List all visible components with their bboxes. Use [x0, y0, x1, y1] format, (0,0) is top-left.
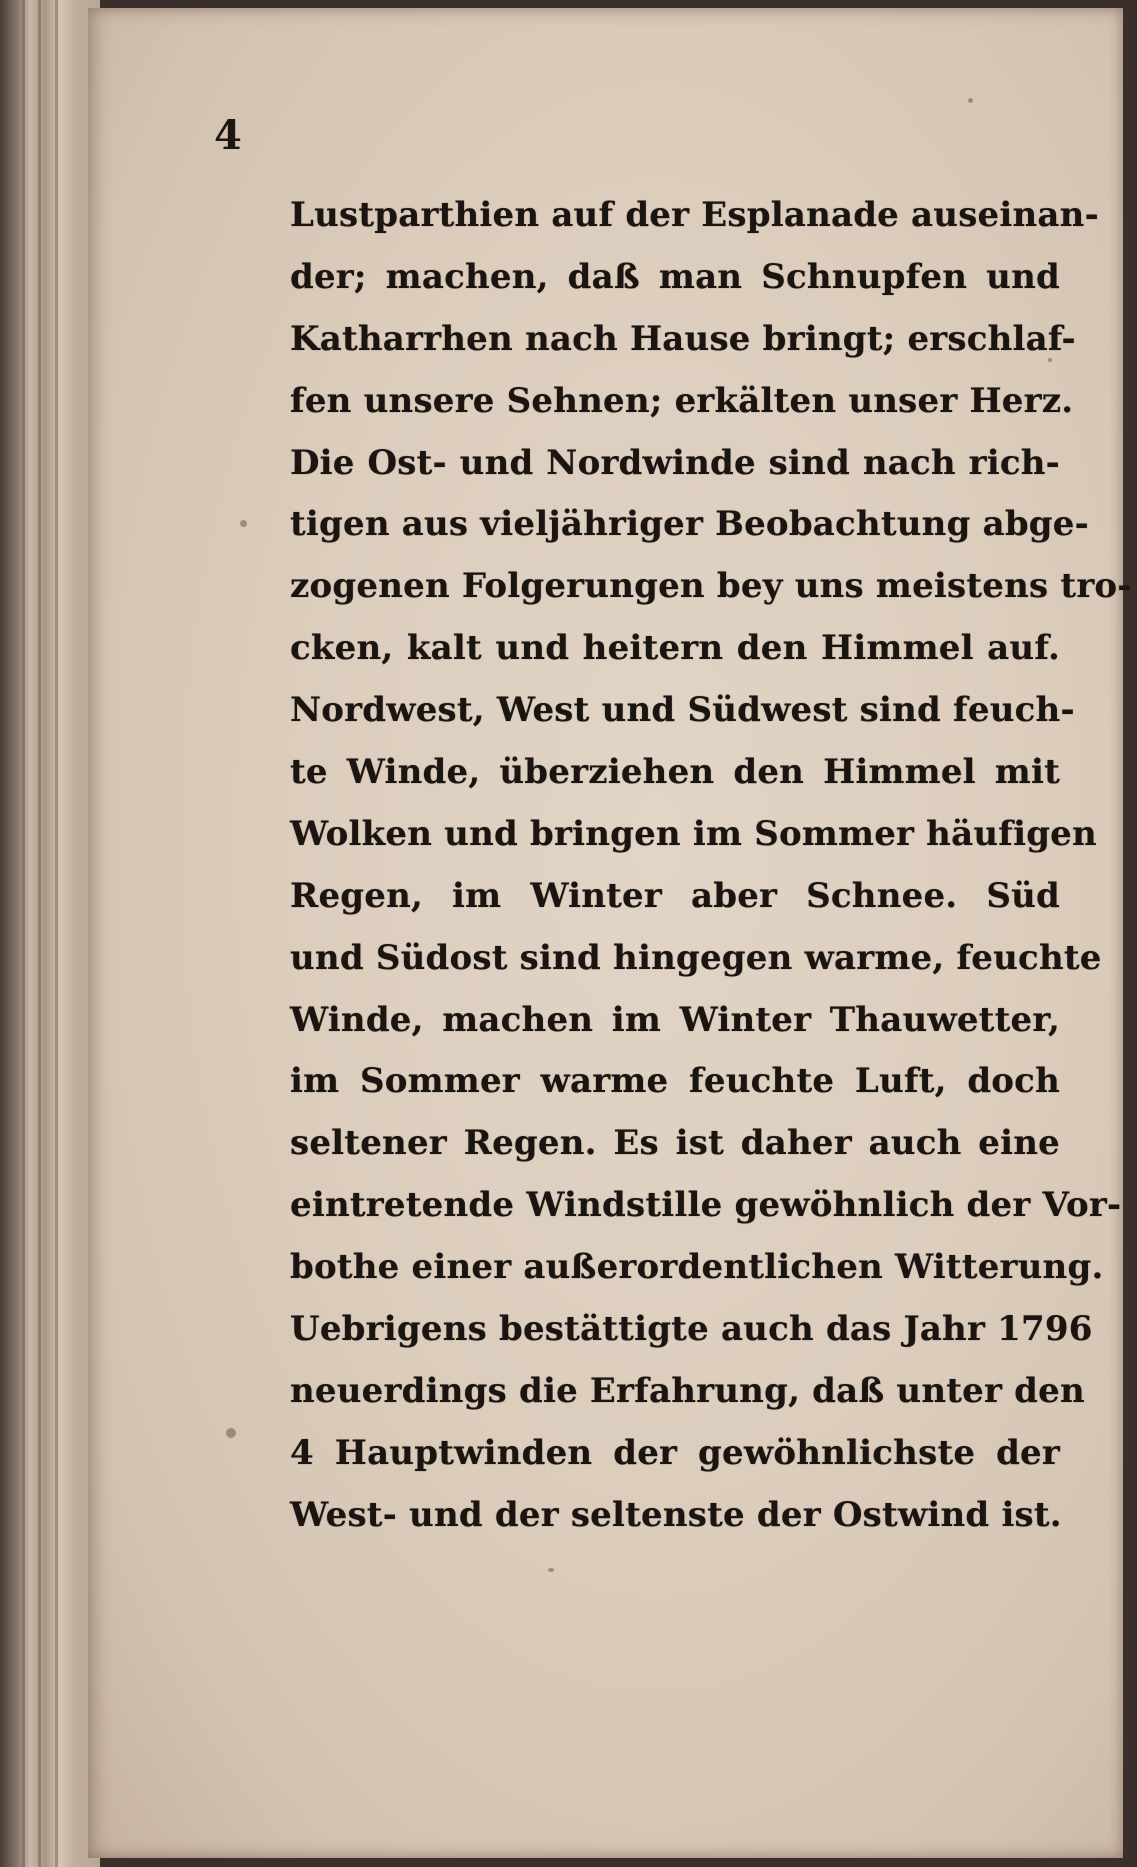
text-line: zogenen Folgerungen bey uns meistens tro- — [290, 566, 1132, 607]
body-text — [290, 185, 1132, 1547]
text-line: der; machen, daß man Schnupfen und — [290, 256, 1060, 297]
text-line: Die Ost- und Nordwinde sind nach rich- — [290, 442, 1060, 483]
text-line: Winde, machen im Winter Thauwetter, — [290, 999, 1060, 1040]
text-line: Lustparthien auf der Esplanade auseinan- — [290, 195, 1099, 235]
text-line: Nordwest, West und Südwest sind feuch- — [290, 690, 1075, 731]
text-line: Wolken und bringen im Sommer häufigen — [290, 813, 1097, 854]
text-line: te Winde, überziehen den Himmel mit — [290, 752, 1060, 793]
text-line: und Südost sind hingegen warme, feuchte — [290, 937, 1102, 978]
text-line: Uebrigens bestättigte auch das Jahr 1796 — [290, 1309, 1093, 1350]
text-line: im Sommer warme feuchte Luft, doch — [290, 1061, 1060, 1102]
text-line: neuerdings die Erfahrung, daß unter den — [290, 1370, 1085, 1411]
text-line: fen unsere Sehnen; erkälten unser Herz. — [290, 380, 1074, 421]
text-line: tigen aus vieljähriger Beobachtung abge- — [290, 504, 1089, 545]
text-line: 4 Hauptwinden der gewöhnlichste der — [290, 1432, 1060, 1473]
text-line: cken, kalt und heitern den Himmel auf. — [290, 628, 1060, 669]
text-line: Regen, im Winter aber Schnee. Süd — [290, 875, 1060, 916]
page-number: 4 — [214, 112, 242, 159]
text-line: Katharrhen nach Hause bringt; erschlaf- — [290, 318, 1076, 359]
text-line: seltener Regen. Es ist daher auch eine — [290, 1123, 1060, 1164]
text-line: bothe einer außerordentlichen Witterung. — [290, 1247, 1104, 1288]
book-edge — [0, 0, 100, 1867]
text-line: West- und der seltenste der Ostwind ist. — [290, 1494, 1062, 1535]
text-line: eintretende Windstille gewöhnlich der Vor- — [290, 1185, 1122, 1226]
